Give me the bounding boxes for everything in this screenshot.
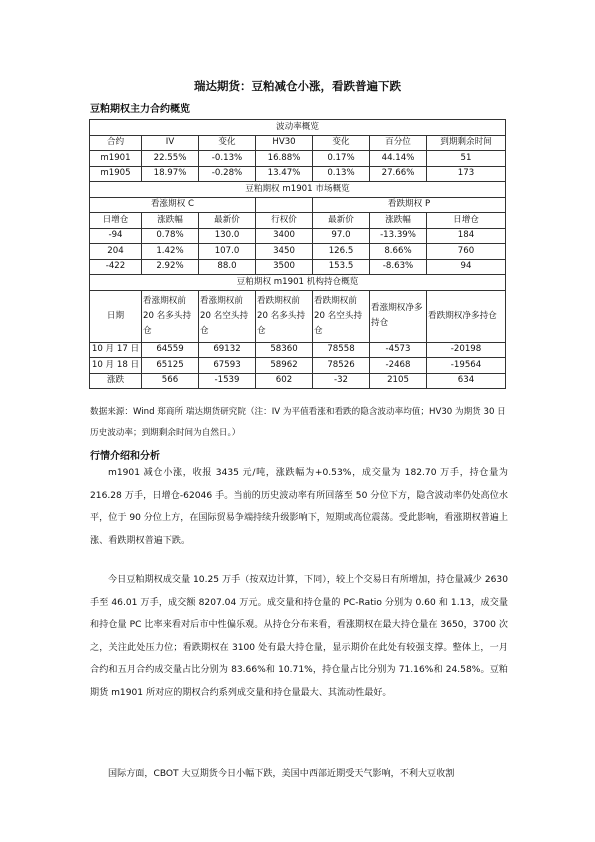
table-cell: 69132 [199, 342, 256, 358]
table-cell: 97.0 [313, 228, 370, 244]
table-cell: 44.14% [370, 151, 427, 167]
table-row [90, 342, 506, 358]
table-cell: -422 [90, 259, 142, 275]
section-heading-analysis: 行情介绍和分析 [90, 451, 160, 462]
table-row [90, 259, 506, 275]
table-cell: 64559 [142, 342, 199, 358]
put-option-label: 看跌期权 P [313, 197, 506, 213]
table-header-cell: 涨跌幅 [370, 213, 427, 229]
table-cell: 51 [427, 151, 506, 167]
table-header-cell: 百分位 [370, 135, 427, 151]
table-cell: 760 [427, 244, 506, 260]
table-cell: 566 [142, 373, 199, 389]
table-header-cell: 最新价 [313, 213, 370, 229]
table-row [90, 358, 506, 374]
options-overview-table [89, 119, 506, 389]
table-row [90, 166, 506, 182]
table-header-cell: HV30 [256, 135, 313, 151]
table-row [90, 373, 506, 389]
table-cell: 153.5 [313, 259, 370, 275]
table-header-cell: 行权价 [256, 213, 313, 229]
analysis-paragraph: 国际方面，CBOT 大豆期货今日小幅下跌，美国中西部近期受天气影响，不利大豆收割 [108, 769, 455, 779]
table-header-cell: 看涨期权前 20 名空头持仓 [199, 290, 256, 342]
table-cell: 2105 [370, 373, 427, 389]
call-option-label: 看涨期权 C [90, 197, 256, 213]
strike-spacer [256, 197, 313, 213]
table-cell: m1905 [90, 166, 142, 182]
table-cell: 0.78% [142, 228, 199, 244]
market-banner-row [90, 182, 506, 198]
table-cell: 602 [256, 373, 313, 389]
table-header-cell: 变化 [313, 135, 370, 151]
table-row [90, 151, 506, 167]
table-cell: -19564 [427, 358, 506, 374]
table-cell: 107.0 [199, 244, 256, 260]
table-cell: -20198 [427, 342, 506, 358]
vol-header-row [90, 135, 506, 151]
table-header-cell: 看跌期权前 20 名空头持仓 [313, 290, 370, 342]
table-cell: 3400 [256, 228, 313, 244]
table-cell: -8.63% [370, 259, 427, 275]
table-cell: 涨跌 [90, 373, 142, 389]
table-cell: 130.0 [199, 228, 256, 244]
table-cell: 22.55% [142, 151, 199, 167]
position-table-banner: 豆粕期权 m1901 机构持仓概览 [90, 275, 506, 291]
table-cell: 65125 [142, 358, 199, 374]
table-cell: -94 [90, 228, 142, 244]
table-header-cell: 看跌期权前 20 名多头持仓 [256, 290, 313, 342]
table-cell: m1901 [90, 151, 142, 167]
section-heading-overview: 豆粕期权主力合约概览 [90, 104, 190, 115]
table-cell: 94 [427, 259, 506, 275]
table-cell: 10 月 18 日 [90, 358, 142, 374]
table-cell: 3450 [256, 244, 313, 260]
document-title: 瑞达期货：豆粕减仓小涨，看跌普遍下跌 [194, 79, 401, 93]
table-row [90, 244, 506, 260]
table-cell: 184 [427, 228, 506, 244]
table-header-cell: 合约 [90, 135, 142, 151]
position-banner-row [90, 275, 506, 291]
vol-banner-row [90, 120, 506, 136]
table-cell: 10 月 17 日 [90, 342, 142, 358]
data-source-note: 数据来源：Wind 郑商所 瑞达期货研究院（注：IV 为平值看涨和看跌的隐含波动率均值；HV30 为期货 30 日历史波动率；到期剩余时间为自然日。） [90, 407, 506, 438]
table-cell: 78558 [313, 342, 370, 358]
table-cell: -32 [313, 373, 370, 389]
table-header-cell: 最新价 [199, 213, 256, 229]
table-cell: 3500 [256, 259, 313, 275]
table-header-cell: 日期 [90, 290, 142, 342]
table-cell: 1.42% [142, 244, 199, 260]
table-cell: 18.97% [142, 166, 199, 182]
table-header-cell: 到期剩余时间 [427, 135, 506, 151]
analysis-paragraph: 今日豆粕期权成交量 10.25 万手（按双边计算，下同），较上个交易日有所增加，持仓量减少 2630 手至 46.01 万手，成交额 8207.04 万元。成交量和持仓量的 PC-Ratio 分别为 0.60 和 1.13，成交量和持仓量 PC 比率来看对后市中性偏乐观。从持仓分布来看，看涨期权在最大持仓量在 3650，3700 次之，关注此处压力位；看跌期权在 3100 处有最大持仓量，显示期价在此处有较强支撑。整体上，一月合约和五月合约成交量占比分别为 83.66%和 10.71%，持仓量占比分别为 71.16%和 24.58%。豆粕期货 m1901 所对应的期权合约系列成交量和持仓量最大、其流动性最好。 [90, 575, 508, 698]
table-cell: 0.17% [313, 151, 370, 167]
table-header-cell: 看跌期权净多持仓 [427, 290, 506, 342]
table-row [90, 228, 506, 244]
market-table-banner: 豆粕期权 m1901 市场概览 [90, 182, 506, 198]
table-cell: 16.88% [256, 151, 313, 167]
table-header-cell: IV [142, 135, 199, 151]
table-cell: 2.92% [142, 259, 199, 275]
table-cell: -0.28% [199, 166, 256, 182]
table-cell: -4573 [370, 342, 427, 358]
table-cell: 13.47% [256, 166, 313, 182]
table-header-cell: 涨跌幅 [142, 213, 199, 229]
vol-table-banner: 波动率概览 [90, 120, 506, 136]
table-cell: 58962 [256, 358, 313, 374]
table-cell: 78526 [313, 358, 370, 374]
table-cell: 0.13% [313, 166, 370, 182]
position-header-row [90, 290, 506, 342]
table-cell: 204 [90, 244, 142, 260]
table-cell: 8.66% [370, 244, 427, 260]
call-put-row [90, 197, 506, 213]
table-cell: -2468 [370, 358, 427, 374]
table-header-cell: 看涨期权净多持仓 [370, 290, 427, 342]
table-header-cell: 日增仓 [427, 213, 506, 229]
table-cell: 27.66% [370, 166, 427, 182]
table-cell: -1539 [199, 373, 256, 389]
table-cell: -0.13% [199, 151, 256, 167]
table-cell: -13.39% [370, 228, 427, 244]
table-cell: 88.0 [199, 259, 256, 275]
table-header-cell: 看涨期权前 20 名多头持仓 [142, 290, 199, 342]
table-cell: 58360 [256, 342, 313, 358]
table-cell: 634 [427, 373, 506, 389]
market-header-row [90, 213, 506, 229]
table-cell: 126.5 [313, 244, 370, 260]
analysis-paragraph: m1901 减仓小涨，收报 3435 元/吨，涨跌幅为+0.53%，成交量为 182.70 万手，持仓量为 216.28 万手，日增仓-62046 手。当前的历史波动率有所回落至 50 分位下方，隐含波动率仍处高位水平，位于 90 分位上方，在国际贸易争端持续升级影响下，短期或高位震荡。受此影响，看涨期权普遍上涨、看跌期权普遍下跌。 [90, 468, 508, 546]
table-header-cell: 日增仓 [90, 213, 142, 229]
table-cell: 67593 [199, 358, 256, 374]
table-cell: 173 [427, 166, 506, 182]
table-header-cell: 变化 [199, 135, 256, 151]
